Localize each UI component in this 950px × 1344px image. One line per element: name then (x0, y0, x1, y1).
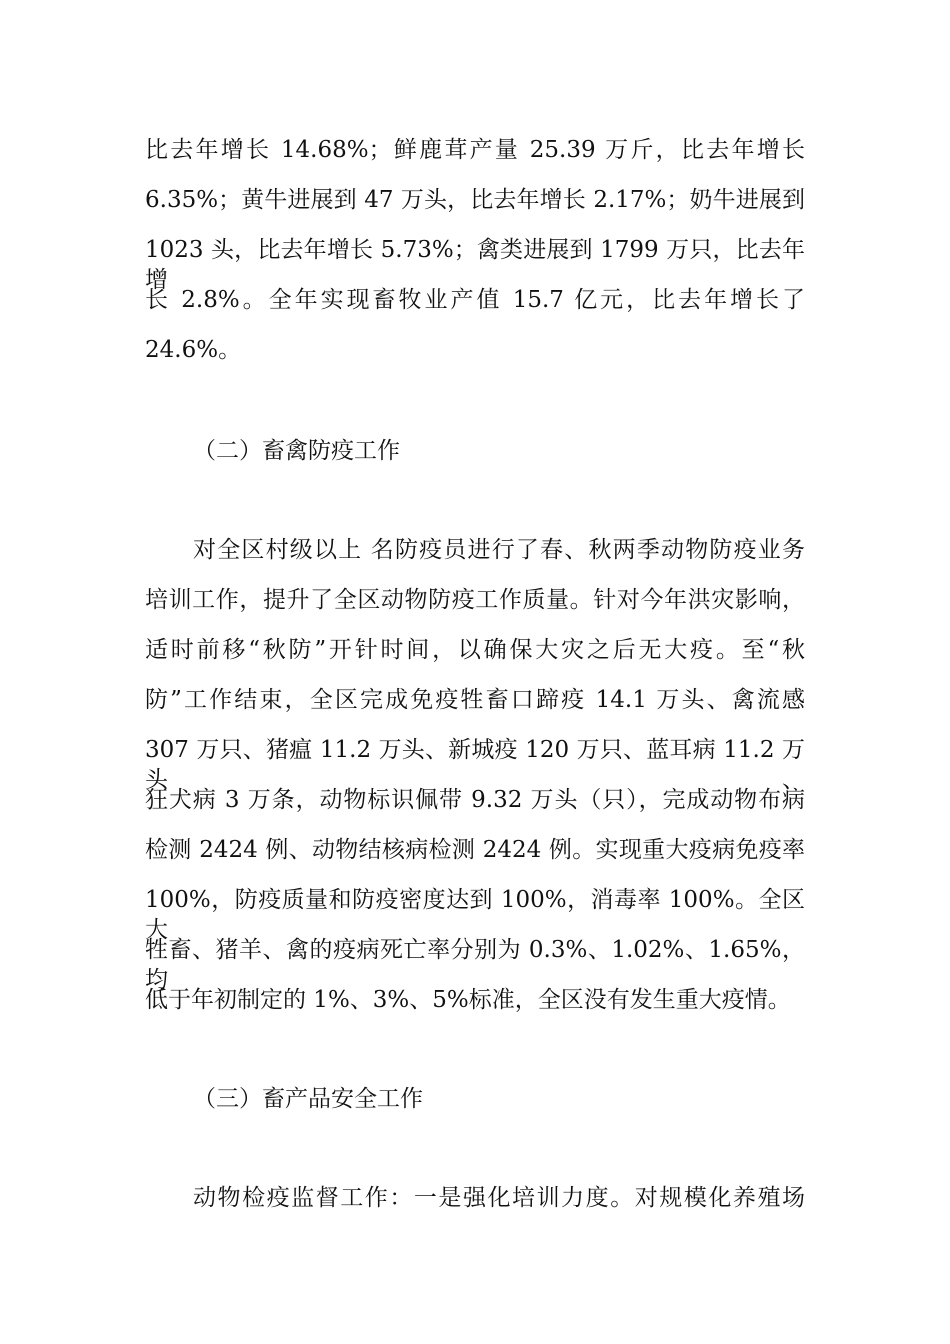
text-line: 1023 头，比去年增长 5.73%；禽类进展到 1799 万只，比去年增 (145, 237, 805, 293)
text-line: 长 2.8%。全年实现畜牧业产值 15.7 亿元，比去年增长了 (145, 287, 805, 313)
text-line: 培训工作，提升了全区动物防疫工作质量。针对今年洪灾影响， (145, 587, 805, 613)
text-line: 24.6%。 (145, 337, 242, 363)
section-heading-epidemic-prevention: （二）畜禽防疫工作 (193, 438, 400, 464)
text-line: 比去年增长 14.68%；鲜鹿茸产量 25.39 万斤，比去年增长 (145, 137, 805, 163)
text-line: 6.35%；黄牛进展到 47 万头，比去年增长 2.17%；奶牛进展到 (145, 187, 805, 213)
text-line: 低于年初制定的 1%、3%、5%标准，全区没有发生重大疫情。 (145, 987, 791, 1013)
text-line: 适时前移“秋防”开针时间，以确保大灾之后无大疫。至“秋 (145, 637, 805, 663)
text-line: 307 万只、猪瘟 11.2 万头、新城疫 120 万只、蓝耳病 11.2 万头、 (145, 737, 805, 793)
text-line: 检测 2424 例、动物结核病检测 2424 例。实现重大疫病免疫率 (145, 837, 805, 863)
text-line: 100%，防疫质量和防疫密度达到 100%，消毒率 100%。全区大 (145, 887, 805, 943)
text-line: 对全区村级以上 名防疫员进行了春、秋两季动物防疫业务 (193, 537, 805, 563)
text-line: 狂犬病 3 万条，动物标识佩带 9.32 万头（只），完成动物布病 (145, 787, 805, 813)
text-line: 防”工作结束，全区完成免疫牲畜口蹄疫 14.1 万头、禽流感 (145, 687, 805, 713)
text-line: 动物检疫监督工作：一是强化培训力度。对规模化养殖场 (193, 1185, 805, 1211)
section-heading-product-safety: （三）畜产品安全工作 (193, 1086, 423, 1112)
text-line: 牲畜、猪羊、禽的疫病死亡率分别为 0.3%、1.02%、1.65%，均 (145, 937, 805, 993)
